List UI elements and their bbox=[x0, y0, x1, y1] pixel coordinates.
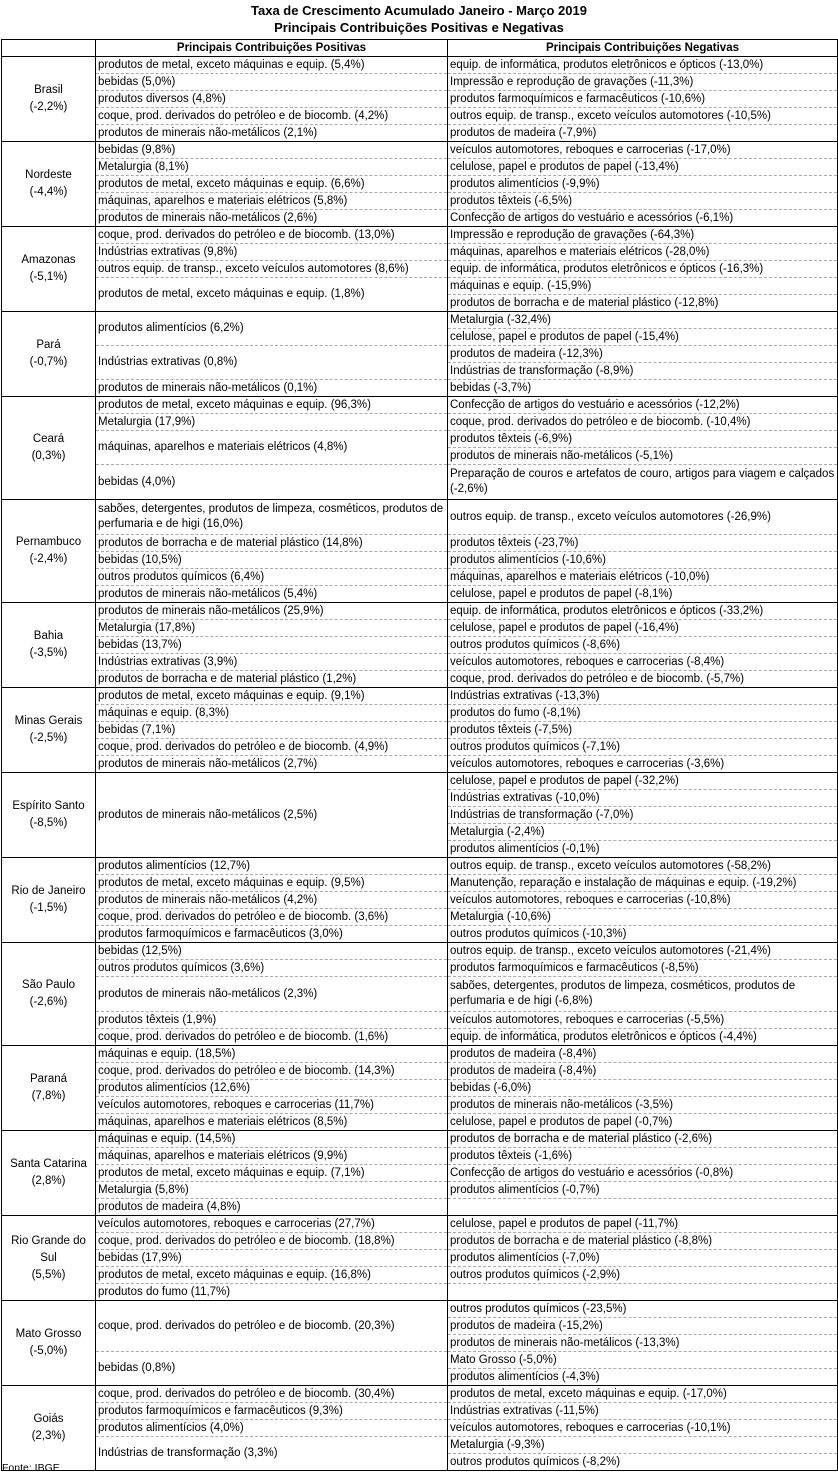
table-row bbox=[2, 1012, 838, 1029]
positive-contribution-cell: produtos de borracha e de material plástico (1,2%) bbox=[96, 671, 448, 688]
page-subtitle: Principais Contribuições Positivas e Negativas bbox=[274, 20, 564, 35]
table-row bbox=[2, 74, 838, 91]
negative-contribution-cell: Confecção de artigos do vestuário e acessórios (-0,8%) bbox=[448, 1165, 838, 1182]
table-row bbox=[2, 1029, 838, 1046]
table-row bbox=[2, 431, 838, 448]
positive-contribution-cell: máquinas, aparelhos e materiais elétricos (8,5%) bbox=[96, 1114, 448, 1131]
table-row bbox=[2, 1165, 838, 1182]
region-cell bbox=[2, 57, 96, 142]
positive-contribution-cell: Indústrias extrativas (9,8%) bbox=[96, 244, 448, 261]
positive-contribution-cell: bebidas (5,0%) bbox=[96, 74, 448, 91]
negative-contribution-cell: produtos de minerais não-metálicos (-5,1%) bbox=[448, 448, 838, 465]
region-name: Paraná bbox=[29, 1073, 68, 1085]
region-rate: (-3,5%) bbox=[29, 647, 68, 659]
positive-contribution-cell: coque, prod. derivados do petróleo e de biocomb. (1,6%) bbox=[96, 1029, 448, 1046]
positive-contribution-cell: produtos de madeira (4,8%) bbox=[96, 1199, 448, 1216]
positive-contribution-cell: produtos de minerais não-metálicos (2,7%) bbox=[96, 756, 448, 773]
negative-contribution-cell: produtos de madeira (-8,4%) bbox=[448, 1063, 838, 1080]
table-row bbox=[2, 1080, 838, 1097]
table-row bbox=[2, 1352, 838, 1369]
region-name: Amazonas bbox=[21, 254, 76, 266]
table-row bbox=[2, 875, 838, 892]
negative-contribution-cell: sabões, detergentes, produtos de limpeza, cosméticos, produtos de perfumaria e de higi (-6,8%) bbox=[448, 977, 838, 1012]
region-cell bbox=[2, 312, 96, 397]
positive-contribution-cell: coque, prod. derivados do petróleo e de biocomb. (14,3%) bbox=[96, 1063, 448, 1080]
positive-contribution-cell: produtos de metal, exceto máquinas e equip. (5,4%) bbox=[96, 57, 448, 74]
region-cell bbox=[2, 397, 96, 500]
negative-contribution-cell: veículos automotores, reboques e carrocerias (-10,8%) bbox=[448, 892, 838, 909]
table-row bbox=[2, 1250, 838, 1267]
positive-contribution-cell: produtos de metal, exceto máquinas e equip. (7,1%) bbox=[96, 1165, 448, 1182]
region-name: Pernambuco bbox=[15, 536, 82, 548]
region-cell bbox=[2, 1131, 96, 1216]
negative-contribution-cell bbox=[448, 1199, 838, 1216]
table-row bbox=[2, 380, 838, 397]
negative-contribution-cell: máquinas e equip. (-15,9%) bbox=[448, 278, 838, 295]
table-row bbox=[2, 943, 838, 960]
table-row bbox=[2, 637, 838, 654]
positive-contribution-cell: produtos de metal, exceto máquinas e equip. (1,8%) bbox=[96, 278, 448, 312]
positive-contribution-cell: máquinas e equip. (8,3%) bbox=[96, 705, 448, 722]
table-row bbox=[2, 1182, 838, 1199]
table-row bbox=[2, 193, 838, 210]
negative-contribution-cell: produtos de borracha e de material plástico (-12,8%) bbox=[448, 295, 838, 312]
source-note: Fonte: IBGE bbox=[2, 1462, 60, 1474]
negative-contribution-cell: Indústrias extrativas (-10,0%) bbox=[448, 790, 838, 807]
table-row bbox=[2, 552, 838, 569]
table-row bbox=[2, 176, 838, 193]
table-row bbox=[2, 1148, 838, 1165]
page-title: Taxa de Crescimento Acumulado Janeiro - Março 2019 bbox=[251, 3, 587, 18]
region-header bbox=[2, 40, 96, 57]
table-row bbox=[2, 1216, 838, 1233]
negative-contribution-cell: bebidas (-3,7%) bbox=[448, 380, 838, 397]
table-row bbox=[2, 1063, 838, 1080]
table-row bbox=[2, 1199, 838, 1216]
region-name: Santa Catarina bbox=[10, 1158, 87, 1170]
positive-contribution-cell: produtos do fumo (11,7%) bbox=[96, 1284, 448, 1301]
positive-contribution-cell: produtos de metal, exceto máquinas e equip. (6,6%) bbox=[96, 176, 448, 193]
negative-contribution-cell: Indústrias de transformação (-7,0%) bbox=[448, 807, 838, 824]
region-name: Bahia bbox=[33, 630, 64, 642]
positive-contribution-cell: produtos de metal, exceto máquinas e equip. (96,3%) bbox=[96, 397, 448, 414]
positive-contribution-cell: produtos de borracha e de material plástico (14,8%) bbox=[96, 535, 448, 552]
negative-contribution-cell: produtos de metal, exceto máquinas e equip. (-17,0%) bbox=[448, 1386, 838, 1403]
table-row bbox=[2, 909, 838, 926]
positive-contribution-cell: Indústrias de transformação (3,3%) bbox=[96, 1437, 448, 1471]
contributions-table bbox=[1, 39, 838, 1471]
negative-contribution-cell: produtos de madeira (-15,2%) bbox=[448, 1318, 838, 1335]
region-name: Espírito Santo bbox=[12, 800, 85, 812]
table-row bbox=[2, 397, 838, 414]
table-row bbox=[2, 620, 838, 637]
table-row bbox=[2, 1267, 838, 1284]
region-cell bbox=[2, 943, 96, 1046]
table-row bbox=[2, 858, 838, 875]
positive-contribution-cell: máquinas e equip. (18,5%) bbox=[96, 1046, 448, 1063]
table-row bbox=[2, 977, 838, 1012]
positive-contribution-cell: coque, prod. derivados do petróleo e de biocomb. (4,2%) bbox=[96, 108, 448, 125]
positive-contribution-cell: Indústrias extrativas (3,9%) bbox=[96, 654, 448, 671]
negative-contribution-cell: celulose, papel e produtos de papel (-15,4%) bbox=[448, 329, 838, 346]
negative-contribution-cell: produtos alimentícios (-10,6%) bbox=[448, 552, 838, 569]
negative-contribution-cell: produtos alimentícios (-0,1%) bbox=[448, 841, 838, 858]
positive-contribution-cell: bebidas (13,7%) bbox=[96, 637, 448, 654]
positive-contribution-cell: bebidas (9,8%) bbox=[96, 142, 448, 159]
region-rate: (-2,4%) bbox=[29, 553, 68, 565]
negative-contribution-cell: outros produtos químicos (-23,5%) bbox=[448, 1301, 838, 1318]
region-name: Rio de Janeiro bbox=[11, 885, 86, 897]
region-rate: (0,3%) bbox=[31, 450, 66, 462]
negative-contribution-cell: Confecção de artigos do vestuário e acessórios (-12,2%) bbox=[448, 397, 838, 414]
negative-contribution-cell: celulose, papel e produtos de papel (-8,1%) bbox=[448, 586, 838, 603]
positive-contribution-cell: coque, prod. derivados do petróleo e de biocomb. (13,0%) bbox=[96, 227, 448, 244]
negative-contribution-cell: Manutenção, reparação e instalação de máquinas e equip. (-19,2%) bbox=[448, 875, 838, 892]
table-row bbox=[2, 465, 838, 500]
positive-contribution-cell: sabões, detergentes, produtos de limpeza, cosméticos, produtos de perfumaria e de higi (16,0%) bbox=[96, 500, 448, 535]
region-rate: (-0,7%) bbox=[29, 356, 68, 368]
positive-contribution-cell: produtos de metal, exceto máquinas e equip. (9,5%) bbox=[96, 875, 448, 892]
table-row bbox=[2, 312, 838, 329]
region-name: Rio Grande do Sul bbox=[11, 1234, 86, 1264]
negative-contribution-cell: equip. de informática, produtos eletrônicos e ópticos (-33,2%) bbox=[448, 603, 838, 620]
region-cell bbox=[2, 1216, 96, 1301]
table-row bbox=[2, 1403, 838, 1420]
positive-contribution-cell: produtos de minerais não-metálicos (25,9%) bbox=[96, 603, 448, 620]
negative-contribution-cell: outros equip. de transp., exceto veículos automotores (-21,4%) bbox=[448, 943, 838, 960]
region-cell bbox=[2, 1301, 96, 1386]
negative-contribution-cell: coque, prod. derivados do petróleo e de biocomb. (-5,7%) bbox=[448, 671, 838, 688]
positive-contribution-cell: produtos diversos (4,8%) bbox=[96, 91, 448, 108]
positive-contribution-cell: produtos de minerais não-metálicos (2,6%) bbox=[96, 210, 448, 227]
negative-contribution-cell: outros equip. de transp., exceto veículos automotores (-10,5%) bbox=[448, 108, 838, 125]
positive-contribution-cell: produtos de minerais não-metálicos (5,4%) bbox=[96, 586, 448, 603]
region-name: Nordeste bbox=[25, 169, 72, 181]
region-name: Pará bbox=[36, 339, 61, 351]
negative-contribution-cell: Preparação de couros e artefatos de couro, artigos para viagem e calçados (-2,6%) bbox=[448, 465, 838, 500]
region-rate: (7,8%) bbox=[31, 1090, 66, 1102]
positive-contribution-cell: máquinas, aparelhos e materiais elétricos (9,9%) bbox=[96, 1148, 448, 1165]
negative-contribution-cell: outros produtos químicos (-7,1%) bbox=[448, 739, 838, 756]
negative-contribution-cell: Impressão e reprodução de gravações (-11,3%) bbox=[448, 74, 838, 91]
positive-contribution-cell: bebidas (10,5%) bbox=[96, 552, 448, 569]
positive-contribution-cell: coque, prod. derivados do petróleo e de biocomb. (4,9%) bbox=[96, 739, 448, 756]
table-row bbox=[2, 1301, 838, 1318]
positive-contribution-cell: Metalurgia (8,1%) bbox=[96, 159, 448, 176]
positive-contribution-cell: veículos automotores, reboques e carrocerias (11,7%) bbox=[96, 1097, 448, 1114]
negative-contribution-cell: Metalurgia (-2,4%) bbox=[448, 824, 838, 841]
table-row bbox=[2, 227, 838, 244]
negative-contribution-cell: outros equip. de transp., exceto veículos automotores (-58,2%) bbox=[448, 858, 838, 875]
region-rate: (2,8%) bbox=[31, 1175, 66, 1187]
negative-contribution-cell: produtos têxteis (-6,5%) bbox=[448, 193, 838, 210]
positive-contribution-cell: bebidas (4,0%) bbox=[96, 465, 448, 500]
table-row bbox=[2, 705, 838, 722]
region-cell bbox=[2, 773, 96, 858]
negative-contribution-cell: celulose, papel e produtos de papel (-13,4%) bbox=[448, 159, 838, 176]
positive-contribution-cell: produtos farmoquímicos e farmacêuticos (3,0%) bbox=[96, 926, 448, 943]
positive-contribution-cell: coque, prod. derivados do petróleo e de biocomb. (20,3%) bbox=[96, 1301, 448, 1352]
table-row bbox=[2, 926, 838, 943]
negative-contribution-cell: produtos têxteis (-23,7%) bbox=[448, 535, 838, 552]
region-cell bbox=[2, 500, 96, 603]
negative-contribution-cell: bebidas (-6,0%) bbox=[448, 1080, 838, 1097]
negative-contribution-cell: veículos automotores, reboques e carrocerias (-8,4%) bbox=[448, 654, 838, 671]
region-name: Mato Grosso bbox=[15, 1328, 82, 1340]
positive-contribution-cell: produtos de minerais não-metálicos (2,3%) bbox=[96, 977, 448, 1012]
negative-contribution-cell: Indústrias de transformação (-8,9%) bbox=[448, 363, 838, 380]
negative-contribution-cell: equip. de informática, produtos eletrônicos e ópticos (-13,0%) bbox=[448, 57, 838, 74]
positive-contribution-cell: Indústrias extrativas (0,8%) bbox=[96, 346, 448, 380]
negative-contribution-cell: produtos de minerais não-metálicos (-13,3%) bbox=[448, 1335, 838, 1352]
region-rate: (2,3%) bbox=[31, 1430, 66, 1442]
table-row bbox=[2, 244, 838, 261]
negative-contribution-cell: produtos de madeira (-8,4%) bbox=[448, 1046, 838, 1063]
table-row bbox=[2, 142, 838, 159]
positive-contribution-cell: máquinas, aparelhos e materiais elétricos (5,8%) bbox=[96, 193, 448, 210]
positive-contribution-cell: produtos alimentícios (4,0%) bbox=[96, 1420, 448, 1437]
negative-contribution-cell: produtos de borracha e de material plástico (-2,6%) bbox=[448, 1131, 838, 1148]
negative-contribution-cell: Indústrias extrativas (-13,3%) bbox=[448, 688, 838, 705]
negative-contribution-cell: outros produtos químicos (-10,3%) bbox=[448, 926, 838, 943]
negative-contribution-cell: Confecção de artigos do vestuário e acessórios (-6,1%) bbox=[448, 210, 838, 227]
region-cell bbox=[2, 603, 96, 688]
table-row bbox=[2, 773, 838, 790]
negative-contribution-cell: veículos automotores, reboques e carrocerias (-3,6%) bbox=[448, 756, 838, 773]
positive-contribution-cell: produtos de minerais não-metálicos (2,5%) bbox=[96, 773, 448, 858]
table-row bbox=[2, 892, 838, 909]
positive-contribution-cell: coque, prod. derivados do petróleo e de biocomb. (3,6%) bbox=[96, 909, 448, 926]
table-row bbox=[2, 414, 838, 431]
table-row bbox=[2, 210, 838, 227]
table-row bbox=[2, 1114, 838, 1131]
positive-contribution-cell: produtos alimentícios (6,2%) bbox=[96, 312, 448, 346]
negative-contribution-cell: celulose, papel e produtos de papel (-16,4%) bbox=[448, 620, 838, 637]
region-cell bbox=[2, 1386, 96, 1471]
negative-contribution-cell: produtos alimentícios (-0,7%) bbox=[448, 1182, 838, 1199]
region-rate: (-4,4%) bbox=[29, 186, 68, 198]
negative-contribution-cell: outros produtos químicos (-8,2%) bbox=[448, 1454, 838, 1471]
negative-contribution-cell: Metalurgia (-9,3%) bbox=[448, 1437, 838, 1454]
region-rate: (-5,1%) bbox=[29, 271, 68, 283]
region-cell bbox=[2, 688, 96, 773]
region-cell bbox=[2, 227, 96, 312]
positive-contribution-cell: Metalurgia (5,8%) bbox=[96, 1182, 448, 1199]
table-row bbox=[2, 278, 838, 295]
table-row bbox=[2, 569, 838, 586]
negative-header: Principais Contribuições Negativas bbox=[448, 40, 838, 57]
negative-contribution-cell: equip. de informática, produtos eletrônicos e ópticos (-4,4%) bbox=[448, 1029, 838, 1046]
positive-contribution-cell: produtos de minerais não-metálicos (0,1%) bbox=[96, 380, 448, 397]
positive-contribution-cell: máquinas, aparelhos e materiais elétricos (4,8%) bbox=[96, 431, 448, 465]
negative-contribution-cell: máquinas, aparelhos e materiais elétricos (-10,0%) bbox=[448, 569, 838, 586]
negative-contribution-cell: Mato Grosso (-5,0%) bbox=[448, 1352, 838, 1369]
negative-contribution-cell: Metalurgia (-10,6%) bbox=[448, 909, 838, 926]
table-row bbox=[2, 739, 838, 756]
positive-contribution-cell: produtos de minerais não-metálicos (2,1%) bbox=[96, 125, 448, 142]
negative-contribution-cell: produtos têxteis (-7,5%) bbox=[448, 722, 838, 739]
positive-contribution-cell: veículos automotores, reboques e carrocerias (27,7%) bbox=[96, 1216, 448, 1233]
positive-contribution-cell: produtos alimentícios (12,6%) bbox=[96, 1080, 448, 1097]
negative-contribution-cell: produtos de madeira (-7,9%) bbox=[448, 125, 838, 142]
negative-contribution-cell: outros produtos químicos (-2,9%) bbox=[448, 1267, 838, 1284]
positive-contribution-cell: máquinas e equip. (14,5%) bbox=[96, 1131, 448, 1148]
table-row bbox=[2, 535, 838, 552]
region-rate: (-1,5%) bbox=[29, 902, 68, 914]
table-row bbox=[2, 603, 838, 620]
table-row bbox=[2, 1386, 838, 1403]
table-row bbox=[2, 586, 838, 603]
table-row bbox=[2, 722, 838, 739]
table-row bbox=[2, 91, 838, 108]
positive-contribution-cell: bebidas (17,9%) bbox=[96, 1250, 448, 1267]
table-row bbox=[2, 108, 838, 125]
region-cell bbox=[2, 858, 96, 943]
table-header-row bbox=[2, 40, 838, 57]
table-row bbox=[2, 346, 838, 363]
table-row bbox=[2, 1233, 838, 1250]
region-name: Ceará bbox=[32, 433, 65, 445]
table-row bbox=[2, 1437, 838, 1454]
table-row bbox=[2, 671, 838, 688]
negative-contribution-cell: produtos alimentícios (-4,3%) bbox=[448, 1369, 838, 1386]
negative-contribution-cell: veículos automotores, reboques e carrocerias (-17,0%) bbox=[448, 142, 838, 159]
negative-contribution-cell: produtos farmoquímicos e farmacêuticos (-8,5%) bbox=[448, 960, 838, 977]
table-row bbox=[2, 125, 838, 142]
region-name: Brasil bbox=[34, 84, 63, 96]
table-row bbox=[2, 756, 838, 773]
region-rate: (5,5%) bbox=[31, 1268, 66, 1281]
negative-contribution-cell: celulose, papel e produtos de papel (-32,2%) bbox=[448, 773, 838, 790]
positive-contribution-cell: produtos de minerais não-metálicos (4,2%) bbox=[96, 892, 448, 909]
table-row bbox=[2, 1046, 838, 1063]
table-row bbox=[2, 654, 838, 671]
negative-contribution-cell: equip. de informática, produtos eletrônicos e ópticos (-16,3%) bbox=[448, 261, 838, 278]
negative-contribution-cell: veículos automotores, reboques e carrocerias (-10,1%) bbox=[448, 1420, 838, 1437]
table-row bbox=[2, 960, 838, 977]
negative-contribution-cell: produtos alimentícios (-7,0%) bbox=[448, 1250, 838, 1267]
positive-contribution-cell: bebidas (0,8%) bbox=[96, 1352, 448, 1386]
negative-contribution-cell: produtos de borracha e de material plástico (-8,8%) bbox=[448, 1233, 838, 1250]
table-body bbox=[2, 57, 838, 1471]
table-row bbox=[2, 1131, 838, 1148]
positive-contribution-cell: produtos de metal, exceto máquinas e equip. (9,1%) bbox=[96, 688, 448, 705]
table-row bbox=[2, 1097, 838, 1114]
positive-contribution-cell: Metalurgia (17,8%) bbox=[96, 620, 448, 637]
region-name: São Paulo bbox=[21, 979, 76, 991]
table-row bbox=[2, 688, 838, 705]
table-row bbox=[2, 500, 838, 535]
region-rate: (-2,5%) bbox=[29, 732, 68, 744]
negative-contribution-cell bbox=[448, 1284, 838, 1301]
region-rate: (-5,0%) bbox=[29, 1345, 68, 1357]
negative-contribution-cell: produtos de madeira (-12,3%) bbox=[448, 346, 838, 363]
table-row bbox=[2, 1284, 838, 1301]
positive-contribution-cell: coque, prod. derivados do petróleo e de biocomb. (30,4%) bbox=[96, 1386, 448, 1403]
positive-contribution-cell: produtos farmoquímicos e farmacêuticos (9,3%) bbox=[96, 1403, 448, 1420]
table-row bbox=[2, 1420, 838, 1437]
positive-contribution-cell: outros produtos químicos (3,6%) bbox=[96, 960, 448, 977]
positive-contribution-cell: outros equip. de transp., exceto veículos automotores (8,6%) bbox=[96, 261, 448, 278]
positive-contribution-cell: Metalurgia (17,9%) bbox=[96, 414, 448, 431]
negative-contribution-cell: outros produtos químicos (-8,6%) bbox=[448, 637, 838, 654]
negative-contribution-cell: máquinas, aparelhos e materiais elétricos (-28,0%) bbox=[448, 244, 838, 261]
region-cell bbox=[2, 1046, 96, 1131]
positive-contribution-cell: produtos alimentícios (12,7%) bbox=[96, 858, 448, 875]
region-rate: (-2,2%) bbox=[29, 101, 68, 113]
negative-contribution-cell: produtos têxteis (-6,9%) bbox=[448, 431, 838, 448]
negative-contribution-cell: celulose, papel e produtos de papel (-0,7%) bbox=[448, 1114, 838, 1131]
negative-contribution-cell: Indústrias extrativas (-11,5%) bbox=[448, 1403, 838, 1420]
negative-contribution-cell: coque, prod. derivados do petróleo e de biocomb. (-10,4%) bbox=[448, 414, 838, 431]
positive-contribution-cell: produtos têxteis (1,9%) bbox=[96, 1012, 448, 1029]
table-row bbox=[2, 57, 838, 74]
negative-contribution-cell: produtos do fumo (-8,1%) bbox=[448, 705, 838, 722]
negative-contribution-cell: Impressão e reprodução de gravações (-64,3%) bbox=[448, 227, 838, 244]
negative-contribution-cell: produtos alimentícios (-9,9%) bbox=[448, 176, 838, 193]
negative-contribution-cell: produtos de minerais não-metálicos (-3,5%) bbox=[448, 1097, 838, 1114]
negative-contribution-cell: veículos automotores, reboques e carrocerias (-5,5%) bbox=[448, 1012, 838, 1029]
positive-contribution-cell: bebidas (7,1%) bbox=[96, 722, 448, 739]
region-rate: (-8,5%) bbox=[29, 817, 68, 829]
negative-contribution-cell: produtos farmoquímicos e farmacêuticos (-10,6%) bbox=[448, 91, 838, 108]
region-rate: (-2,6%) bbox=[29, 996, 68, 1008]
negative-contribution-cell: produtos têxteis (-1,6%) bbox=[448, 1148, 838, 1165]
table-row bbox=[2, 159, 838, 176]
positive-header: Principais Contribuições Positivas bbox=[96, 40, 448, 57]
positive-contribution-cell: produtos de metal, exceto máquinas e equip. (16,8%) bbox=[96, 1267, 448, 1284]
negative-contribution-cell: celulose, papel e produtos de papel (-11,7%) bbox=[448, 1216, 838, 1233]
region-cell bbox=[2, 142, 96, 227]
positive-contribution-cell: coque, prod. derivados do petróleo e de biocomb. (18,8%) bbox=[96, 1233, 448, 1250]
positive-contribution-cell: bebidas (12,5%) bbox=[96, 943, 448, 960]
negative-contribution-cell: Metalurgia (-32,4%) bbox=[448, 312, 838, 329]
negative-contribution-cell: outros equip. de transp., exceto veículos automotores (-26,9%) bbox=[448, 500, 838, 535]
positive-contribution-cell: outros produtos químicos (6,4%) bbox=[96, 569, 448, 586]
region-name: Goiás bbox=[33, 1413, 64, 1425]
table-row bbox=[2, 261, 838, 278]
region-name: Minas Gerais bbox=[14, 715, 83, 727]
